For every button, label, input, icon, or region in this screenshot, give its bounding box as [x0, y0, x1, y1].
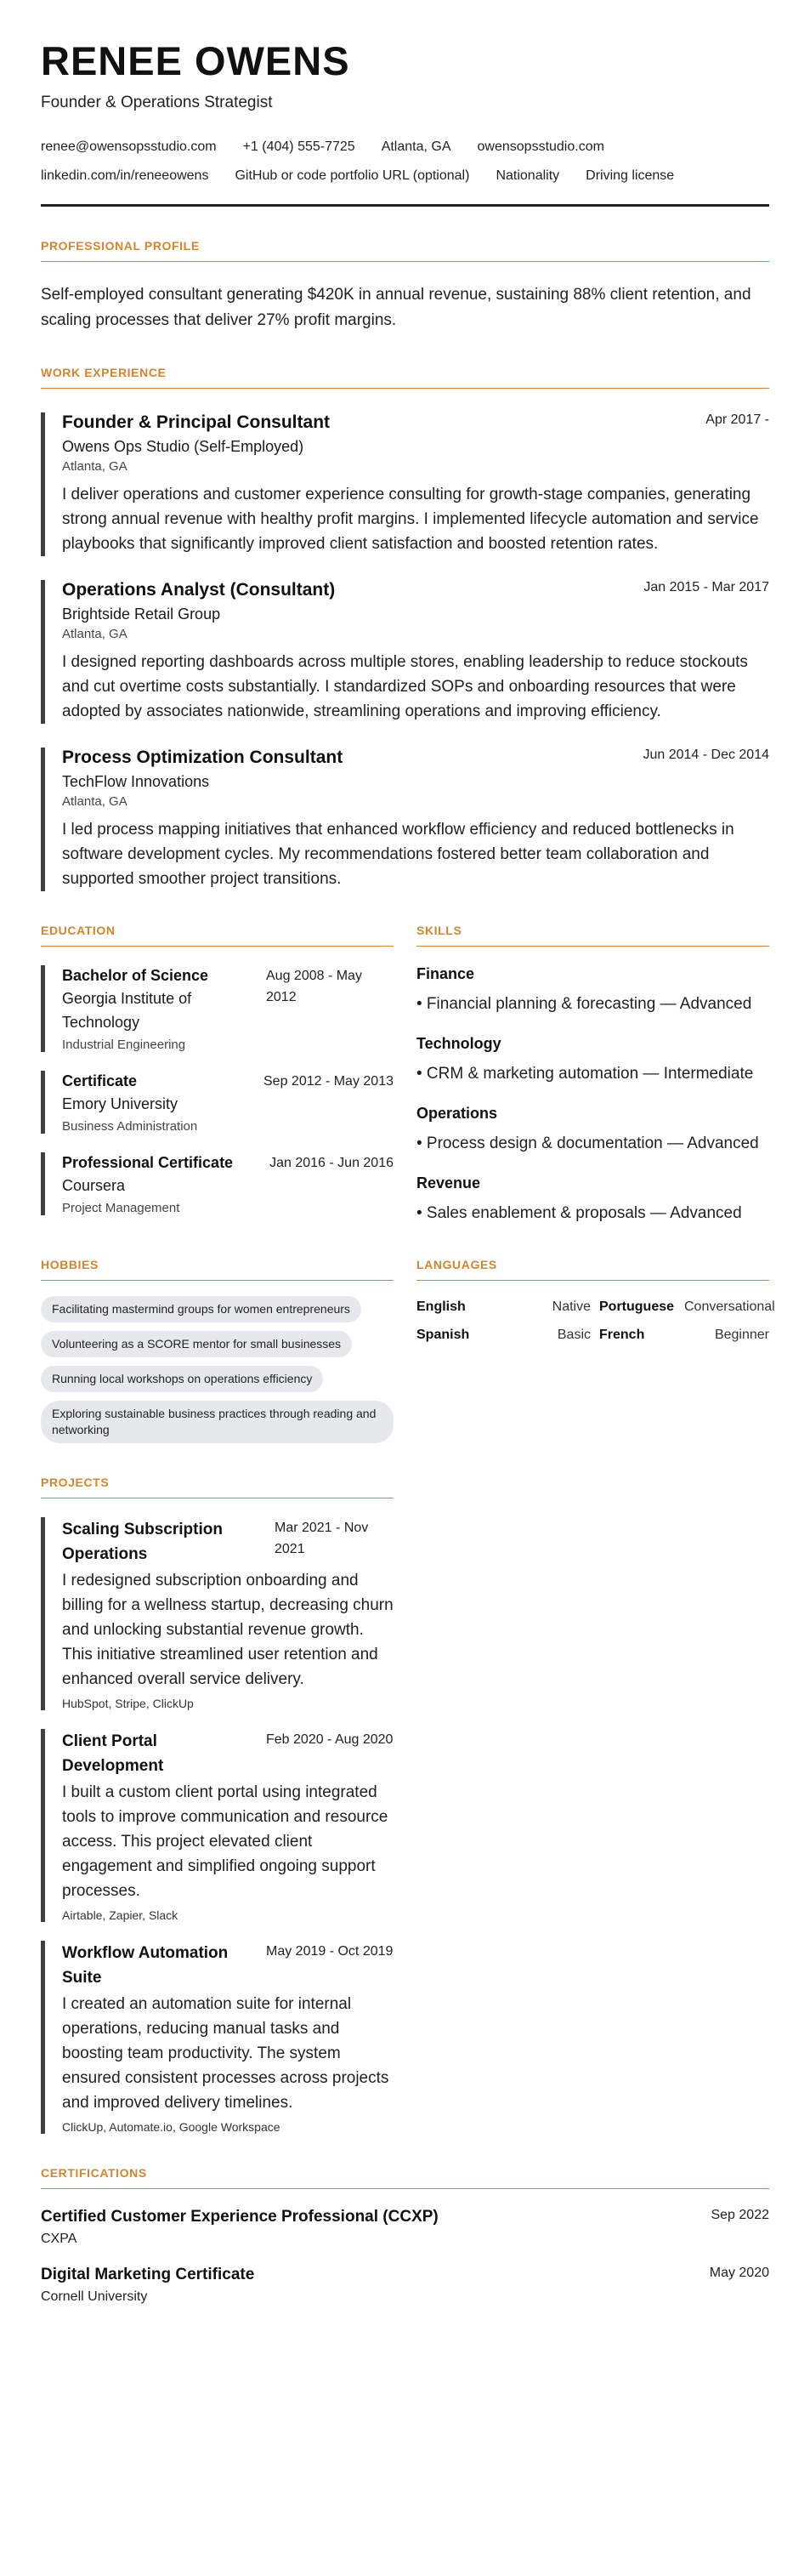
education-entry — [41, 1071, 394, 1134]
contact-github: GitHub or code portfolio URL (optional) — [235, 168, 470, 183]
project-tools: ClickUp, Automate.io, Google Workspace — [62, 2119, 280, 2134]
certification-entry — [41, 2208, 769, 2247]
project-dates: Feb 2020 - Aug 2020 — [266, 1732, 394, 1747]
candidate-name: RENEE OWENS — [41, 38, 350, 83]
project-description: I built a custom client portal using integrated tools to improve communication and resource access. This project elevated client engagement and simplified ongoing support processes. — [62, 1783, 388, 1900]
company-name: Owens Ops Studio (Self-Employed) — [62, 437, 304, 455]
job-description: I led process mapping initiatives that enhanced workflow efficiency and reduced bottlenecks in software development cycles. My recommendations fostered better team collaboration and supported smoother project transitions. — [62, 820, 734, 888]
degree-name: Certificate — [62, 1072, 138, 1089]
language-name: French — [599, 1327, 645, 1342]
section-title-hobbies: HOBBIES — [41, 1258, 394, 1281]
certification-date: Sep 2022 — [711, 2207, 769, 2222]
project-name: Client Portal Development — [62, 1732, 164, 1775]
certification-date: May 2020 — [709, 2265, 769, 2280]
section-title-education: EDUCATION — [41, 924, 394, 947]
project-name: Scaling Subscription Operations — [62, 1520, 223, 1563]
skill-item: • Process design & documentation — Advanced — [416, 1134, 759, 1152]
field-of-study: Industrial Engineering — [62, 1037, 186, 1052]
section-title-profile: PROFESSIONAL PROFILE — [41, 239, 769, 262]
project-dates: May 2019 - Oct 2019 — [266, 1943, 394, 1959]
project-dates: Mar 2021 - Nov 2021 — [275, 1520, 369, 1556]
project-tools: HubSpot, Stripe, ClickUp — [62, 1696, 194, 1710]
institution-name: Emory University — [62, 1095, 178, 1112]
skill-category: Operations — [416, 1104, 498, 1122]
project-tools: Airtable, Zapier, Slack — [62, 1908, 178, 1922]
education-dates: Aug 2008 - May 2012 — [266, 968, 362, 1004]
hobbies-column — [41, 1225, 394, 1443]
language-name: Spanish — [416, 1327, 470, 1342]
degree-name: Bachelor of Science — [62, 966, 209, 984]
language-level: Conversational — [684, 1299, 775, 1314]
hobby-chip: Running local workshops on operations efficiency — [41, 1366, 323, 1392]
job-dates: Jun 2014 - Dec 2014 — [643, 747, 769, 762]
project-entry — [41, 1941, 394, 2134]
candidate-headline: Founder & Operations Strategist — [41, 93, 273, 111]
job-location: Atlanta, GA — [62, 458, 127, 474]
section-title-skills: SKILLS — [416, 924, 769, 947]
certification-issuer: Cornell University — [41, 2289, 148, 2304]
certification-entry — [41, 2266, 769, 2305]
education-dates: Jan 2016 - Jun 2016 — [269, 1155, 394, 1170]
education-entry — [41, 1152, 394, 1215]
hobby-chip: Volunteering as a SCORE mentor for small businesses — [41, 1331, 352, 1357]
contact-website[interactable]: owensopsstudio.com — [477, 139, 604, 154]
contact-email[interactable]: renee@owensopsstudio.com — [41, 139, 217, 154]
education-entry — [41, 965, 394, 1052]
language-name: English — [416, 1299, 466, 1314]
contact-list — [41, 133, 769, 190]
skill-item: • Sales enablement & proposals — Advanced — [416, 1203, 742, 1222]
language-name: Portuguese — [599, 1299, 675, 1314]
contact-nationality: Nationality — [496, 168, 560, 183]
skills-column — [416, 891, 769, 1225]
languages-column — [416, 1225, 775, 1443]
experience-entry — [41, 748, 769, 891]
contact-location: Atlanta, GA — [381, 139, 451, 154]
contact-driving-license: Driving license — [586, 168, 675, 183]
education-dates: Sep 2012 - May 2013 — [263, 1073, 394, 1089]
skill-item: • CRM & marketing automation — Intermediate — [416, 1064, 754, 1083]
project-entry — [41, 1517, 394, 1710]
section-title-certifications: CERTIFICATIONS — [41, 2166, 769, 2189]
skill-category: Revenue — [416, 1174, 481, 1191]
job-description: I designed reporting dashboards across multiple stores, enabling leadership to reduce stockouts and cut overtime costs substantially. I standardized SOPs and onboarding resources that were adopted by associates nationwide, streamlining operations and improving efficiency. — [62, 652, 748, 720]
language-level: Beginner — [714, 1327, 769, 1342]
hobby-list — [41, 1288, 394, 1443]
skill-category: Finance — [416, 964, 475, 982]
job-description: I deliver operations and customer experience consulting for growth-stage companies, generating strong annual revenue with healthy profit margins. I implemented lifecycle automation and service playbooks that significantly improved client satisfaction and boosted retention rates. — [62, 485, 759, 553]
hobby-chip: Exploring sustainable business practices through reading and networking — [41, 1401, 394, 1443]
certification-name: Digital Marketing Certificate — [41, 2265, 255, 2283]
experience-entry — [41, 412, 769, 556]
contact-phone[interactable]: +1 (404) 555-7725 — [242, 139, 355, 154]
field-of-study: Business Administration — [62, 1118, 198, 1134]
profile-summary: Self-employed consultant generating $420K in annual revenue, sustaining 88% client retention, and scaling processes that deliver 27% profit margins. — [41, 285, 751, 329]
degree-name: Professional Certificate — [62, 1153, 234, 1171]
job-title: Founder & Principal Consultant — [62, 412, 331, 432]
job-location: Atlanta, GA — [62, 793, 127, 809]
job-dates: Apr 2017 - — [705, 412, 769, 427]
section-title-projects: PROJECTS — [41, 1476, 394, 1498]
resume-header — [41, 39, 769, 207]
section-title-languages: LANGUAGES — [416, 1258, 769, 1281]
language-level: Native — [552, 1299, 591, 1314]
job-title: Operations Analyst (Consultant) — [62, 579, 336, 600]
language-level: Basic — [557, 1327, 591, 1342]
project-name: Workflow Automation Suite — [62, 1943, 229, 1987]
experience-entry — [41, 580, 769, 724]
job-location: Atlanta, GA — [62, 626, 127, 641]
company-name: Brightside Retail Group — [62, 605, 221, 623]
certification-issuer: CXPA — [41, 2231, 77, 2246]
header-divider — [41, 204, 769, 207]
hobby-chip: Facilitating mastermind groups for women entrepreneurs — [41, 1296, 361, 1322]
contact-linkedin[interactable]: linkedin.com/in/reneeowens — [41, 168, 209, 183]
project-description: I created an automation suite for internal operations, reducing manual tasks and boosting team productivity. The system ensured consistent processes across projects and improved delivery timelines. — [62, 1994, 389, 2112]
job-dates: Jan 2015 - Mar 2017 — [643, 579, 769, 594]
field-of-study: Project Management — [62, 1200, 180, 1215]
institution-name: Coursera — [62, 1176, 126, 1194]
two-column-row — [41, 1225, 775, 1443]
skill-item: • Financial planning & forecasting — Advanced — [416, 994, 752, 1013]
projects-column — [41, 1476, 394, 2134]
language-grid — [416, 1299, 775, 1343]
certification-name: Certified Customer Experience Professional (CCXP) — [41, 2207, 439, 2226]
project-entry — [41, 1729, 394, 1922]
company-name: TechFlow Innovations — [62, 772, 210, 790]
skill-category: Technology — [416, 1034, 501, 1052]
institution-name: Georgia Institute of Technology — [62, 989, 192, 1031]
project-description: I redesigned subscription onboarding and billing for a wellness startup, decreasing churn and unlocking substantial revenue growth. This initiative streamlined user retention and enhanced overall service delivery. — [62, 1571, 394, 1688]
education-column — [41, 891, 394, 1225]
job-title: Process Optimization Consultant — [62, 747, 343, 767]
two-column-row — [41, 891, 769, 1225]
section-title-experience: WORK EXPERIENCE — [41, 366, 769, 389]
